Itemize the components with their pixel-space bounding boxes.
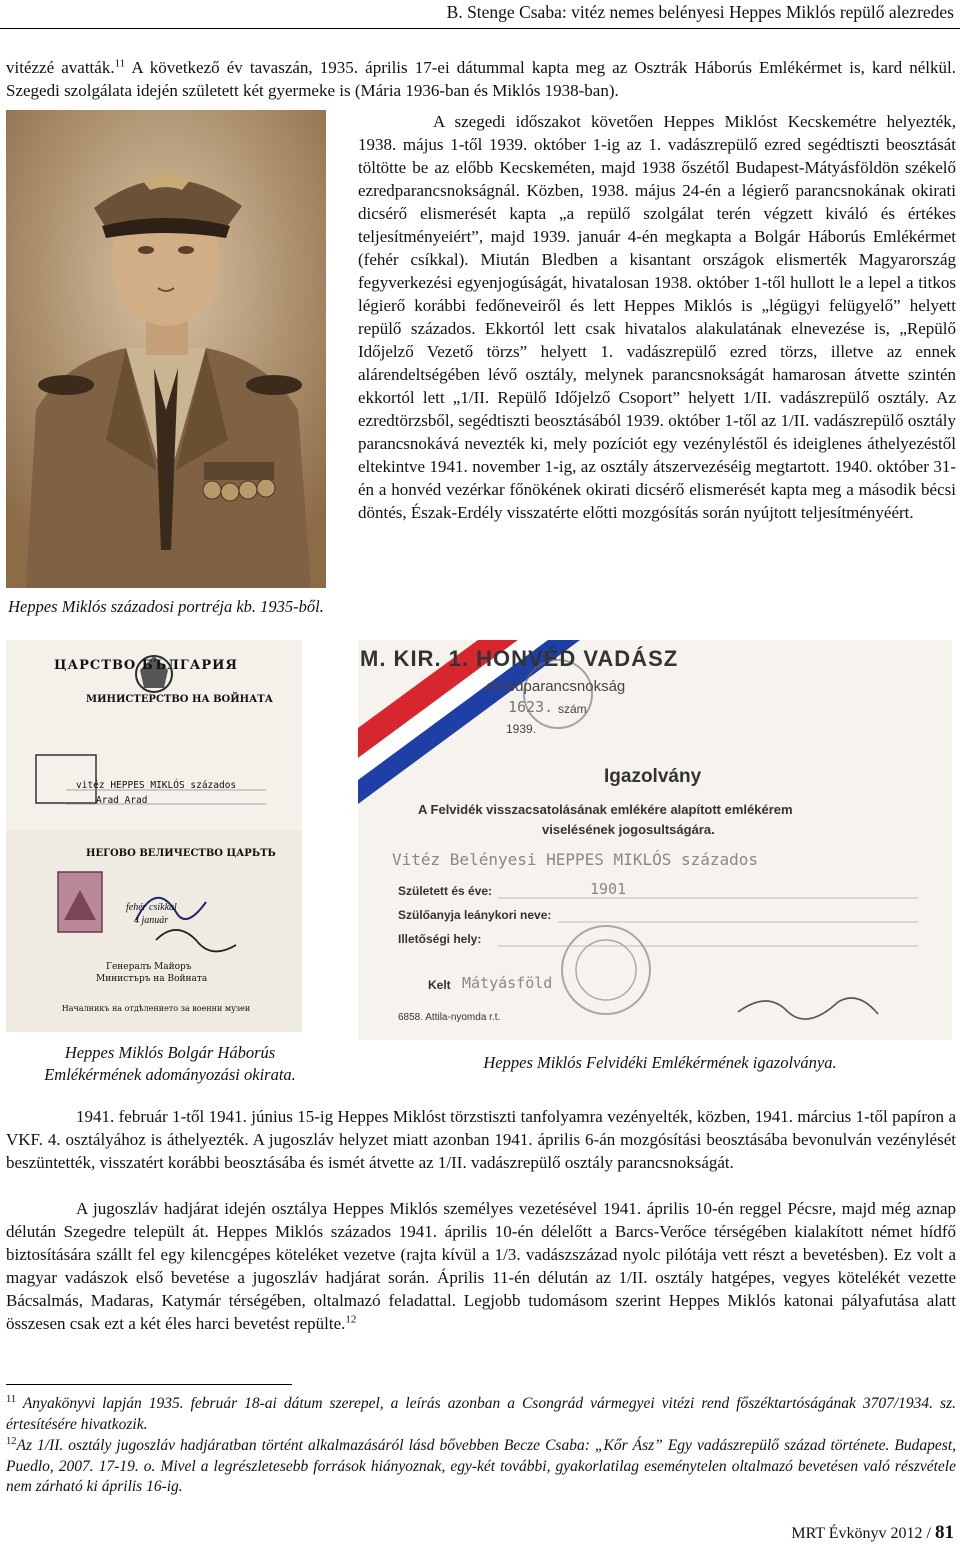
portrait-photo — [6, 110, 326, 588]
fv-doc-name: Vitéz Belényesi HEPPES MIKLÓS százados — [392, 850, 759, 869]
fv-doc-place-label: Illetőségi hely: — [398, 932, 482, 946]
page-number: 81 — [935, 1522, 954, 1543]
fv-doc-unit: M. KIR. 1. HONVÉD VADÁSZ — [360, 646, 679, 671]
journal-name: MRT Évkönyv 2012 / — [791, 1525, 935, 1542]
footnote-rule — [6, 1384, 292, 1385]
intro-paragraph — [6, 56, 956, 102]
fv-doc-printer: 6858. Attila-nyomda r.t. — [398, 1012, 501, 1023]
fv-doc-number: 1623. — [508, 698, 554, 716]
running-header — [0, 0, 960, 30]
felvidek-certificate — [358, 640, 952, 1040]
fv-doc-line2: viselésének jogosultságára. — [542, 822, 715, 837]
page-footer — [791, 1522, 954, 1544]
bulgarian-certificate — [6, 640, 302, 1032]
intro-text-rest: A következő év tavaszán, 1935. április 17-ei dátummal kapta meg az Osztrák Háborús Emlékérmet is, kard nélkül. Szegedi szolgálata idején született két gyermeke is (Mária 1936-ban és Miklós 1938-ban). — [6, 58, 956, 100]
intro-text-start: vitézzé avatták. — [6, 58, 115, 77]
footnote-11 — [6, 1394, 956, 1435]
felvidek-certificate-caption: Heppes Miklós Felvidéki Emlékérmének igazolványa. — [483, 1053, 837, 1072]
bg-doc-date: 4 január — [134, 915, 169, 926]
footnote-ref-11[interactable]: 11 — [114, 57, 126, 70]
footnote-text: Az 1/II. osztály jugoszláv hadjáratban történt alkalmazásáról lásd bővebben Becze Csaba: „Kőr Ász” Egy vadászrepülő század története. Budapest, Puedlo, 2007. 17-19. o. Mivel a legrészletesebb források hiányoznak, egy-két további, gyakorlatilag eseménytelen oltalmazó bevetésen való részvétele nem zárható ki április 16-ig. — [6, 1437, 956, 1495]
fv-doc-title: Igazolvány — [604, 766, 702, 787]
bg-doc-name-line: vitéz HEPPES MIKLÓS százados — [76, 780, 237, 791]
fv-doc-kelt-value: Mátyásföld — [462, 974, 553, 992]
bg-doc-ribbon: fehér csíkkal — [126, 902, 177, 913]
footnote-text: Anyakönyvi lapján 1935. február 18-ai dátum szerepel, a leírás azonban a Csongrád vármegyei vitézi rend főszéktartóságának 3707/1934. sz. értesítésére hivatkozik. — [6, 1395, 956, 1433]
fv-doc-number-label: szám — [558, 702, 587, 716]
bg-doc-sign-role: Министъръ на Войната — [96, 974, 208, 984]
bg-doc-ministry: МИНИСТЕРСТВО НА ВОЙНАТА — [86, 694, 273, 705]
bulgarian-certificate-caption: Heppes Miklós Bolgár Háborús Emlékérmének adományozási okirata. — [44, 1043, 296, 1084]
running-title: B. Stenge Csaba: vitéz nemes belényesi Heppes Miklós repülő alezredes — [446, 2, 954, 22]
fv-doc-mother-label: Szülőanyja leánykori neve: — [398, 908, 552, 922]
bg-doc-heading: ЦАРСТВО БЪЛГАРИЯ — [54, 658, 238, 673]
bg-doc-sign-title: Генералъ Майоръ — [106, 962, 192, 972]
body-paragraph-2 — [6, 1197, 956, 1335]
footnote-ref-12[interactable]: 12 — [345, 1313, 357, 1326]
side-paragraph: A szegedi időszakot követően Heppes Miklóst Kecskemétre helyezték, 1938. május 1-től 1939. október 1-ig az 1. vadászrepülő ezred segédtiszti beosztását töltötte be az előbb Kecskeméten, majd 1938 őszétől Budapest-Mátyásföldön székelő ezredparancsnokságnál. Közben, 1938. május 24-én a légierő parancsnokának okirati dicsérő elismerését kapta „a repülő szolgálat terén végzett kiváló és értékes teljesítményeiért”, majd 1939. január 4-én megkapta a Bolgár Háborús Emlékérmet (fehér csíkkal). Miután Bledben a kisantant országok elismerték Magyarország fegyverkezési egyenjogúságát, hivatalosan 1938. október 1-től hullott le a lepel a titkos légierő korábbi fedőneveiről és lett Heppes Miklós is „légügyi felügyelő” helyett repülő százados. Ekkortól lett csak hivatalos alakulatának elnevezése is, „Repülő Időjelző Vezető törzs” helyett 1. vadászrepülő ezred törzs, illetve az ennek alárendeltségében lévő osztály, melynek parancsnokságát hamarosan átvette szintén ekkortól lett „1/II. Repülő Időjelző Csoport” helyett 1/II. vadászrepülő osztály. Az ezredtörzsből, segédtiszti beosztásából 1939. október 1-től az 1/II. vadászrepülő osztály parancsnokává nevezték ki, mely pozíciót egy vezényléstől és ideiglenes áthelyezéstől eltekintve 1941. november 1-ig, az osztály átszervezéséig megtartott. 1940. október 31-én a honvéd vezérkar főnökének okirati dicsérő elismerését kapta meg a második bécsi döntés, Észak-Erdély visszatérte előtti mozgósítás során nyújtott teljesítményéért. — [358, 112, 956, 522]
fv-doc-kelt-label: Kelt — [428, 978, 451, 992]
header-rule — [0, 28, 960, 29]
body-paragraph-1: 1941. február 1-től 1941. június 15-ig Heppes Miklóst törzstiszti tanfolyamra vezényelték, közben, 1941. március 1-től papíron a VKF. 4. osztályához is áthelyezték. A jugoszláv helyzet miatt azonban 1941. április 6-án mozgósítási beosztásába bevonulván vezénylését beszüntették, visszatért korábbi beosztásába és ismét átvette az 1/II. vadászrepülő osztály parancsnokságát. — [6, 1107, 956, 1172]
fv-doc-born-value: 1901 — [590, 880, 627, 898]
body-paragraph-2-text: A jugoszláv hadjárat idején osztálya Heppes Miklós személyes vezetésével 1941. április 10-én reggel Pécsre, majd még aznap délután Szegedre települt át. Heppes Miklós százados 1941. április 10-én délelőtt a Barcs-Verőce térségében kialakított német hídfő biztosítására szállt fel egy kilencgépes köteléket vezetve (rajta kívül a 1/3. vadászszázad nyolc pilótája vett részt a bevetésben). Ez volt a magyar vadászok első bevetése a jugoszláv hadjárat során. Április 11-én délután az 1/II. osztály hatgépes, vegyes kötelékét vezette Bácsalmás, Madaras, Katymár térségében, oltalmazó feladattal. Legjobb tudomásom szerint Heppes Miklós katonai pályafutása alatt összesen csak ezt a két éles harci bevetést repülte. — [6, 1199, 956, 1333]
footnote-12 — [6, 1436, 956, 1498]
fv-doc-line1: A Felvidék visszacsatolásának emlékére alapított emlékérem — [418, 802, 793, 817]
portrait-drawing — [6, 110, 326, 588]
bg-doc-place-line: Arad Arad — [96, 795, 148, 806]
bg-doc-majesty: НЕГОВО ВЕЛИЧЕСТВО ЦАРЬТЬ — [86, 848, 276, 859]
footnote-number: 12 — [6, 1435, 17, 1447]
fv-doc-year: 1939. — [506, 722, 537, 736]
footnote-number: 11 — [6, 1393, 17, 1405]
bg-doc-footer: Началникъ на отдѣлението за военни музеи — [61, 1004, 251, 1013]
portrait-caption: Heppes Miklós századosi portréja kb. 1935-ből. — [8, 597, 324, 616]
fv-doc-command: ezredparancsnokság — [486, 678, 626, 695]
fv-doc-born-label: Született és éve: — [398, 884, 493, 898]
